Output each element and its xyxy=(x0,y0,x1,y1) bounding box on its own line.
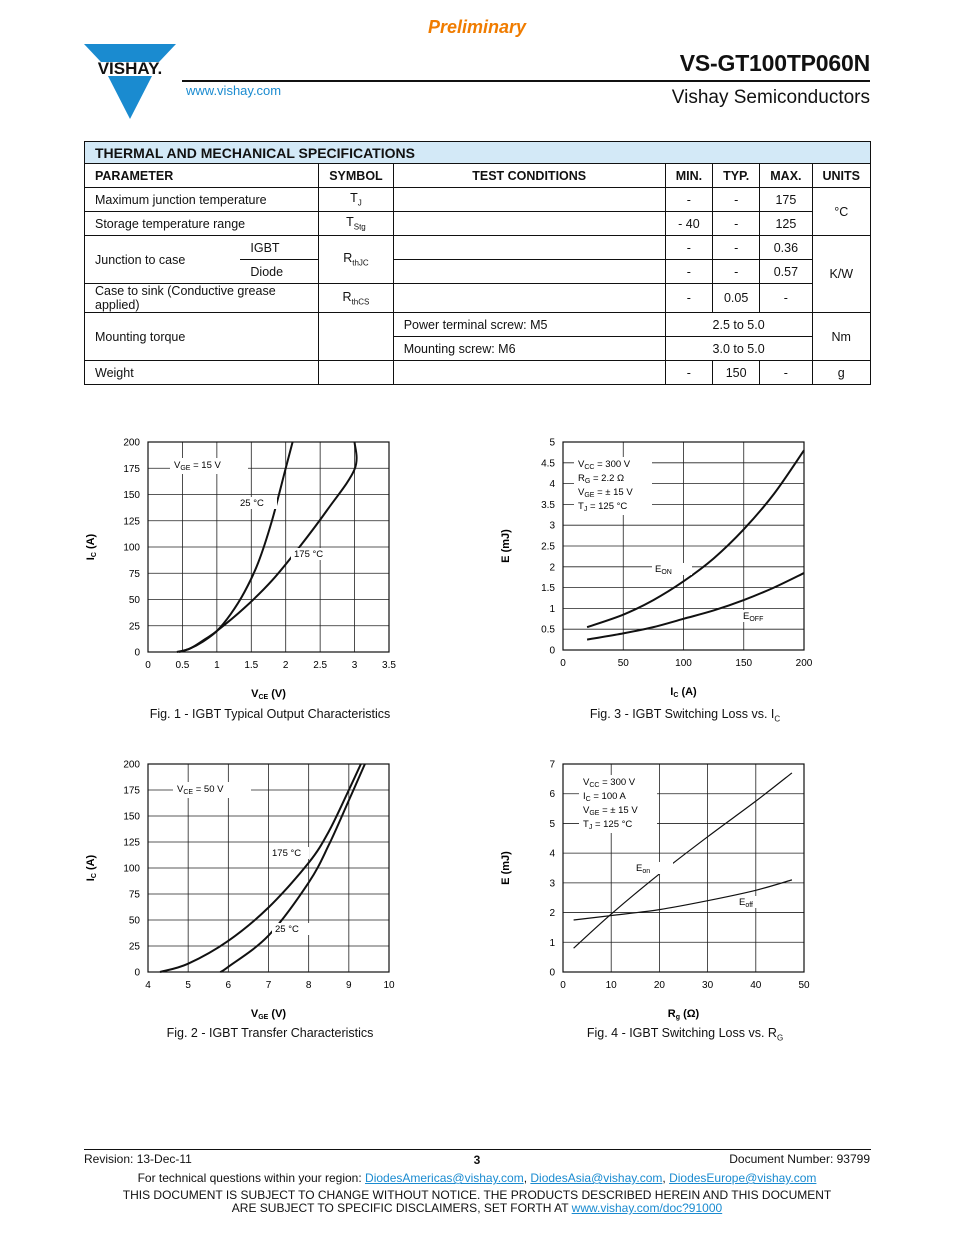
max-cell: 0.36 xyxy=(760,236,812,260)
contact-line: For technical questions within your region: DiodesAmericas@vishay.com, DiodesAsia@vishay.com, DiodesEurope@vishay.com xyxy=(137,1171,817,1185)
vishay-url-link[interactable]: www.vishay.com xyxy=(186,83,282,98)
col-header-symbol: SYMBOL xyxy=(319,164,393,188)
y-tick-label: 4 xyxy=(549,479,555,491)
condition-cell xyxy=(393,188,665,212)
x-tick-label: 20 xyxy=(653,980,665,991)
revision-date: Revision: 13-Dec-11 xyxy=(84,1152,192,1166)
header-rule xyxy=(182,80,870,82)
value-cell: 2.5 to 5.0 xyxy=(665,313,812,337)
footer-rule xyxy=(84,1149,871,1150)
series-label: 175 °C xyxy=(272,848,302,859)
series-label: $E_{ON}$ xyxy=(655,564,672,576)
symbol-cell xyxy=(319,361,393,385)
condition-text: $I_C = 100$ A xyxy=(583,791,626,803)
page-number: 3 xyxy=(473,1153,481,1167)
y-tick-label: 5 xyxy=(549,818,555,830)
y-tick-label: 0 xyxy=(134,967,140,979)
document-title: VS-GT100TP060N xyxy=(679,50,870,76)
y-tick-label: 2 xyxy=(549,908,555,920)
y-tick-label: 1 xyxy=(549,603,555,615)
thermal-mechanical-spec-table xyxy=(84,141,871,385)
x-tick-label: 1.5 xyxy=(244,660,259,671)
x-tick-label: 9 xyxy=(346,980,352,991)
y-tick-label: 150 xyxy=(123,490,140,501)
series-label: 25 °C xyxy=(240,498,264,509)
x-tick-label: 3.5 xyxy=(382,660,396,671)
table-row xyxy=(85,236,871,260)
condition-text: $V_{CC} = 300$ V xyxy=(578,459,631,471)
y-tick-label: 175 xyxy=(123,785,140,797)
condition-text: $T_J = 125$ °C xyxy=(583,819,633,831)
y-axis-label: IC (A) xyxy=(85,854,98,882)
table-row xyxy=(85,188,871,212)
symbol-cell: $R_{thCS}$ xyxy=(319,284,393,313)
x-tick-label: 2.5 xyxy=(313,660,328,671)
value-cell: 3.0 to 5.0 xyxy=(665,337,812,361)
y-tick-label: 100 xyxy=(123,863,140,875)
y-tick-label: 75 xyxy=(128,568,140,580)
min-cell: - 40 xyxy=(665,212,712,236)
x-tick-label: 0.5 xyxy=(175,660,190,671)
table-header-row xyxy=(85,164,871,188)
y-axis-label: IC (A) xyxy=(85,533,98,561)
series-label: 175 °C xyxy=(294,549,324,560)
condition-cell: Mounting screw: M6 xyxy=(393,337,665,361)
sub-param-diode: Diode xyxy=(240,260,318,284)
condition-text: $V_{GE} = 15$ V xyxy=(174,460,221,472)
typ-cell: 150 xyxy=(713,361,760,385)
y-tick-label: 6 xyxy=(549,789,555,801)
units-cell: Nm xyxy=(812,313,871,361)
disclaimer-line-1: THIS DOCUMENT IS SUBJECT TO CHANGE WITHOUT NOTICE. THE PRODUCTS DESCRIBED HEREIN AND THIS DOCUMENT xyxy=(122,1188,832,1202)
x-tick-label: 2 xyxy=(282,660,289,671)
x-tick-label: 10 xyxy=(383,980,395,991)
y-tick-label: 3.5 xyxy=(541,499,555,511)
y-tick-label: 50 xyxy=(128,915,140,927)
condition-cell xyxy=(393,284,665,313)
min-cell: - xyxy=(665,260,712,284)
fig3-switching-loss-vs-ic-chart xyxy=(495,432,835,702)
vishay-logo xyxy=(84,44,176,119)
series-label: 25 °C xyxy=(275,924,299,935)
fig1-caption: Fig. 1 - IGBT Typical Output Characteristics xyxy=(149,707,391,721)
y-tick-label: 0.5 xyxy=(541,624,555,636)
disclaimer-link[interactable]: www.vishay.com/doc?91000 xyxy=(571,1201,723,1215)
fig2-transfer-characteristics-chart xyxy=(80,752,420,1022)
typ-cell: - xyxy=(713,212,760,236)
y-tick-label: 125 xyxy=(123,516,140,528)
x-tick-label: 50 xyxy=(798,980,810,991)
condition-text: $V_{CE} = 50$ V xyxy=(177,784,224,796)
disclaimer-line-2: ARE SUBJECT TO SPECIFIC DISCLAIMERS, SET FORTH AT www.vishay.com/doc?91000 xyxy=(231,1201,723,1215)
y-tick-label: 150 xyxy=(123,811,140,823)
max-cell: 0.57 xyxy=(760,260,812,284)
condition-cell xyxy=(393,361,665,385)
x-tick-label: 1 xyxy=(214,660,220,671)
col-header-units: UNITS xyxy=(812,164,871,188)
x-tick-label: 40 xyxy=(750,980,762,991)
symbol-cell: $T_{Stg}$ xyxy=(319,212,393,236)
y-tick-label: 4 xyxy=(549,848,555,860)
max-cell: 125 xyxy=(760,212,812,236)
y-tick-label: 3 xyxy=(549,520,555,532)
param-cell: Junction to case xyxy=(85,236,241,284)
min-cell: - xyxy=(665,236,712,260)
x-tick-label: 100 xyxy=(675,658,692,669)
param-cell: Weight xyxy=(85,361,319,385)
x-tick-label: 50 xyxy=(617,658,629,669)
y-tick-label: 2 xyxy=(549,562,555,574)
document-number: Document Number: 93799 xyxy=(729,1152,870,1166)
y-tick-label: 1 xyxy=(549,937,555,949)
condition-text: $R_G = 2.2$ Ω xyxy=(578,473,625,485)
typ-cell: - xyxy=(713,188,760,212)
x-tick-label: 30 xyxy=(702,980,714,991)
min-cell: - xyxy=(665,361,712,385)
units-cell: °C xyxy=(812,188,871,236)
max-cell: - xyxy=(760,284,812,313)
condition-text: $V_{GE}$ = ± 15 V xyxy=(578,487,633,499)
y-tick-label: 5 xyxy=(549,437,555,449)
min-cell: - xyxy=(665,284,712,313)
series-label: $E_{on}$ xyxy=(636,863,651,875)
param-cell: Case to sink (Conductive grease applied) xyxy=(85,284,319,313)
x-tick-label: 4 xyxy=(145,980,151,991)
fig4-caption: Fig. 4 - IGBT Switching Loss vs. $R_G$ xyxy=(586,1026,784,1043)
fig4-switching-loss-vs-rg-chart xyxy=(495,752,835,1022)
x-axis-label: Rg (Ω) xyxy=(667,1008,700,1021)
min-cell: - xyxy=(665,188,712,212)
x-tick-label: 0 xyxy=(145,660,151,671)
x-axis-label: VGE (V) xyxy=(250,1008,287,1021)
y-tick-label: 175 xyxy=(123,463,140,475)
email-europe-link[interactable]: DiodesEurope@vishay.com xyxy=(669,1171,817,1185)
email-americas-link[interactable]: DiodesAmericas@vishay.com xyxy=(365,1171,524,1185)
max-cell: - xyxy=(760,361,812,385)
condition-cell xyxy=(393,260,665,284)
y-tick-label: 4.5 xyxy=(541,458,555,470)
y-tick-label: 200 xyxy=(123,759,140,771)
y-tick-label: 0 xyxy=(134,647,140,659)
fig1-output-characteristics-chart xyxy=(80,430,420,700)
y-tick-label: 0 xyxy=(549,967,555,979)
x-tick-label: 150 xyxy=(735,658,753,669)
condition-text: $T_J = 125$ °C xyxy=(578,501,628,513)
col-header-typ: TYP. xyxy=(713,164,760,188)
fig3-caption: Fig. 3 - IGBT Switching Loss vs. $I_C$ xyxy=(589,707,781,724)
x-tick-label: 8 xyxy=(305,980,312,991)
table-row xyxy=(85,313,871,337)
x-tick-label: 3 xyxy=(351,660,358,671)
y-tick-label: 2.5 xyxy=(541,541,555,553)
y-tick-label: 200 xyxy=(123,437,140,449)
fig2-caption: Fig. 2 - IGBT Transfer Characteristics xyxy=(166,1026,374,1040)
company-name: Vishay Semiconductors xyxy=(671,87,870,108)
typ-cell: - xyxy=(713,236,760,260)
x-tick-label: 200 xyxy=(795,658,813,669)
y-tick-label: 50 xyxy=(128,595,140,606)
y-axis-label: E (mJ) xyxy=(500,529,512,563)
table-caption: THERMAL AND MECHANICAL SPECIFICATIONS xyxy=(85,142,871,164)
x-tick-label: 7 xyxy=(265,980,272,991)
y-tick-label: 125 xyxy=(123,837,140,849)
y-tick-label: 3 xyxy=(549,878,555,890)
table-row xyxy=(85,212,871,236)
symbol-cell xyxy=(319,313,393,361)
max-cell: 175 xyxy=(760,188,812,212)
param-cell: Storage temperature range xyxy=(85,212,319,236)
sub-param-igbt: IGBT xyxy=(240,236,318,260)
y-axis-label: E (mJ) xyxy=(500,851,512,885)
series-label: $E_{off}$ xyxy=(739,897,753,909)
y-tick-label: 100 xyxy=(123,542,140,554)
condition-text: $V_{GE}$ = ± 15 V xyxy=(583,805,638,817)
param-cell: Maximum junction temperature xyxy=(85,188,319,212)
email-asia-link[interactable]: DiodesAsia@vishay.com xyxy=(530,1171,663,1185)
logo-text: VISHAY. xyxy=(97,59,163,78)
x-tick-label: 6 xyxy=(225,980,232,991)
x-axis-label: IC (A) xyxy=(670,686,697,699)
units-cell: K/W xyxy=(812,236,871,313)
series-line-1 xyxy=(587,573,804,640)
x-tick-label: 0 xyxy=(560,658,566,669)
symbol-cell: $R_{thJC}$ xyxy=(319,236,393,284)
preliminary-label: Preliminary xyxy=(427,17,527,37)
y-tick-label: 25 xyxy=(128,621,140,633)
series-label: $E_{OFF}$ xyxy=(743,611,764,623)
typ-cell: - xyxy=(713,260,760,284)
condition-cell xyxy=(393,212,665,236)
x-tick-label: 10 xyxy=(605,980,617,991)
x-tick-label: 5 xyxy=(185,980,191,991)
col-header-min: MIN. xyxy=(665,164,712,188)
y-tick-label: 1.5 xyxy=(541,583,555,595)
y-tick-label: 0 xyxy=(549,645,555,657)
y-tick-label: 75 xyxy=(128,889,140,901)
y-tick-label: 25 xyxy=(128,941,140,953)
units-cell: g xyxy=(812,361,871,385)
param-cell: Mounting torque xyxy=(85,313,319,361)
symbol-cell: $T_J$ xyxy=(319,188,393,212)
condition-text: $V_{CC} = 300$ V xyxy=(583,777,636,789)
typ-cell: 0.05 xyxy=(713,284,760,313)
col-header-test-conditions: TEST CONDITIONS xyxy=(393,164,665,188)
x-axis-label: VCE (V) xyxy=(251,688,286,700)
y-tick-label: 7 xyxy=(549,759,555,771)
col-header-max: MAX. xyxy=(760,164,812,188)
col-header-parameter: PARAMETER xyxy=(85,164,319,188)
table-row xyxy=(85,284,871,313)
x-tick-label: 0 xyxy=(560,980,566,991)
table-row xyxy=(85,361,871,385)
condition-cell xyxy=(393,236,665,260)
condition-cell: Power terminal screw: M5 xyxy=(393,313,665,337)
